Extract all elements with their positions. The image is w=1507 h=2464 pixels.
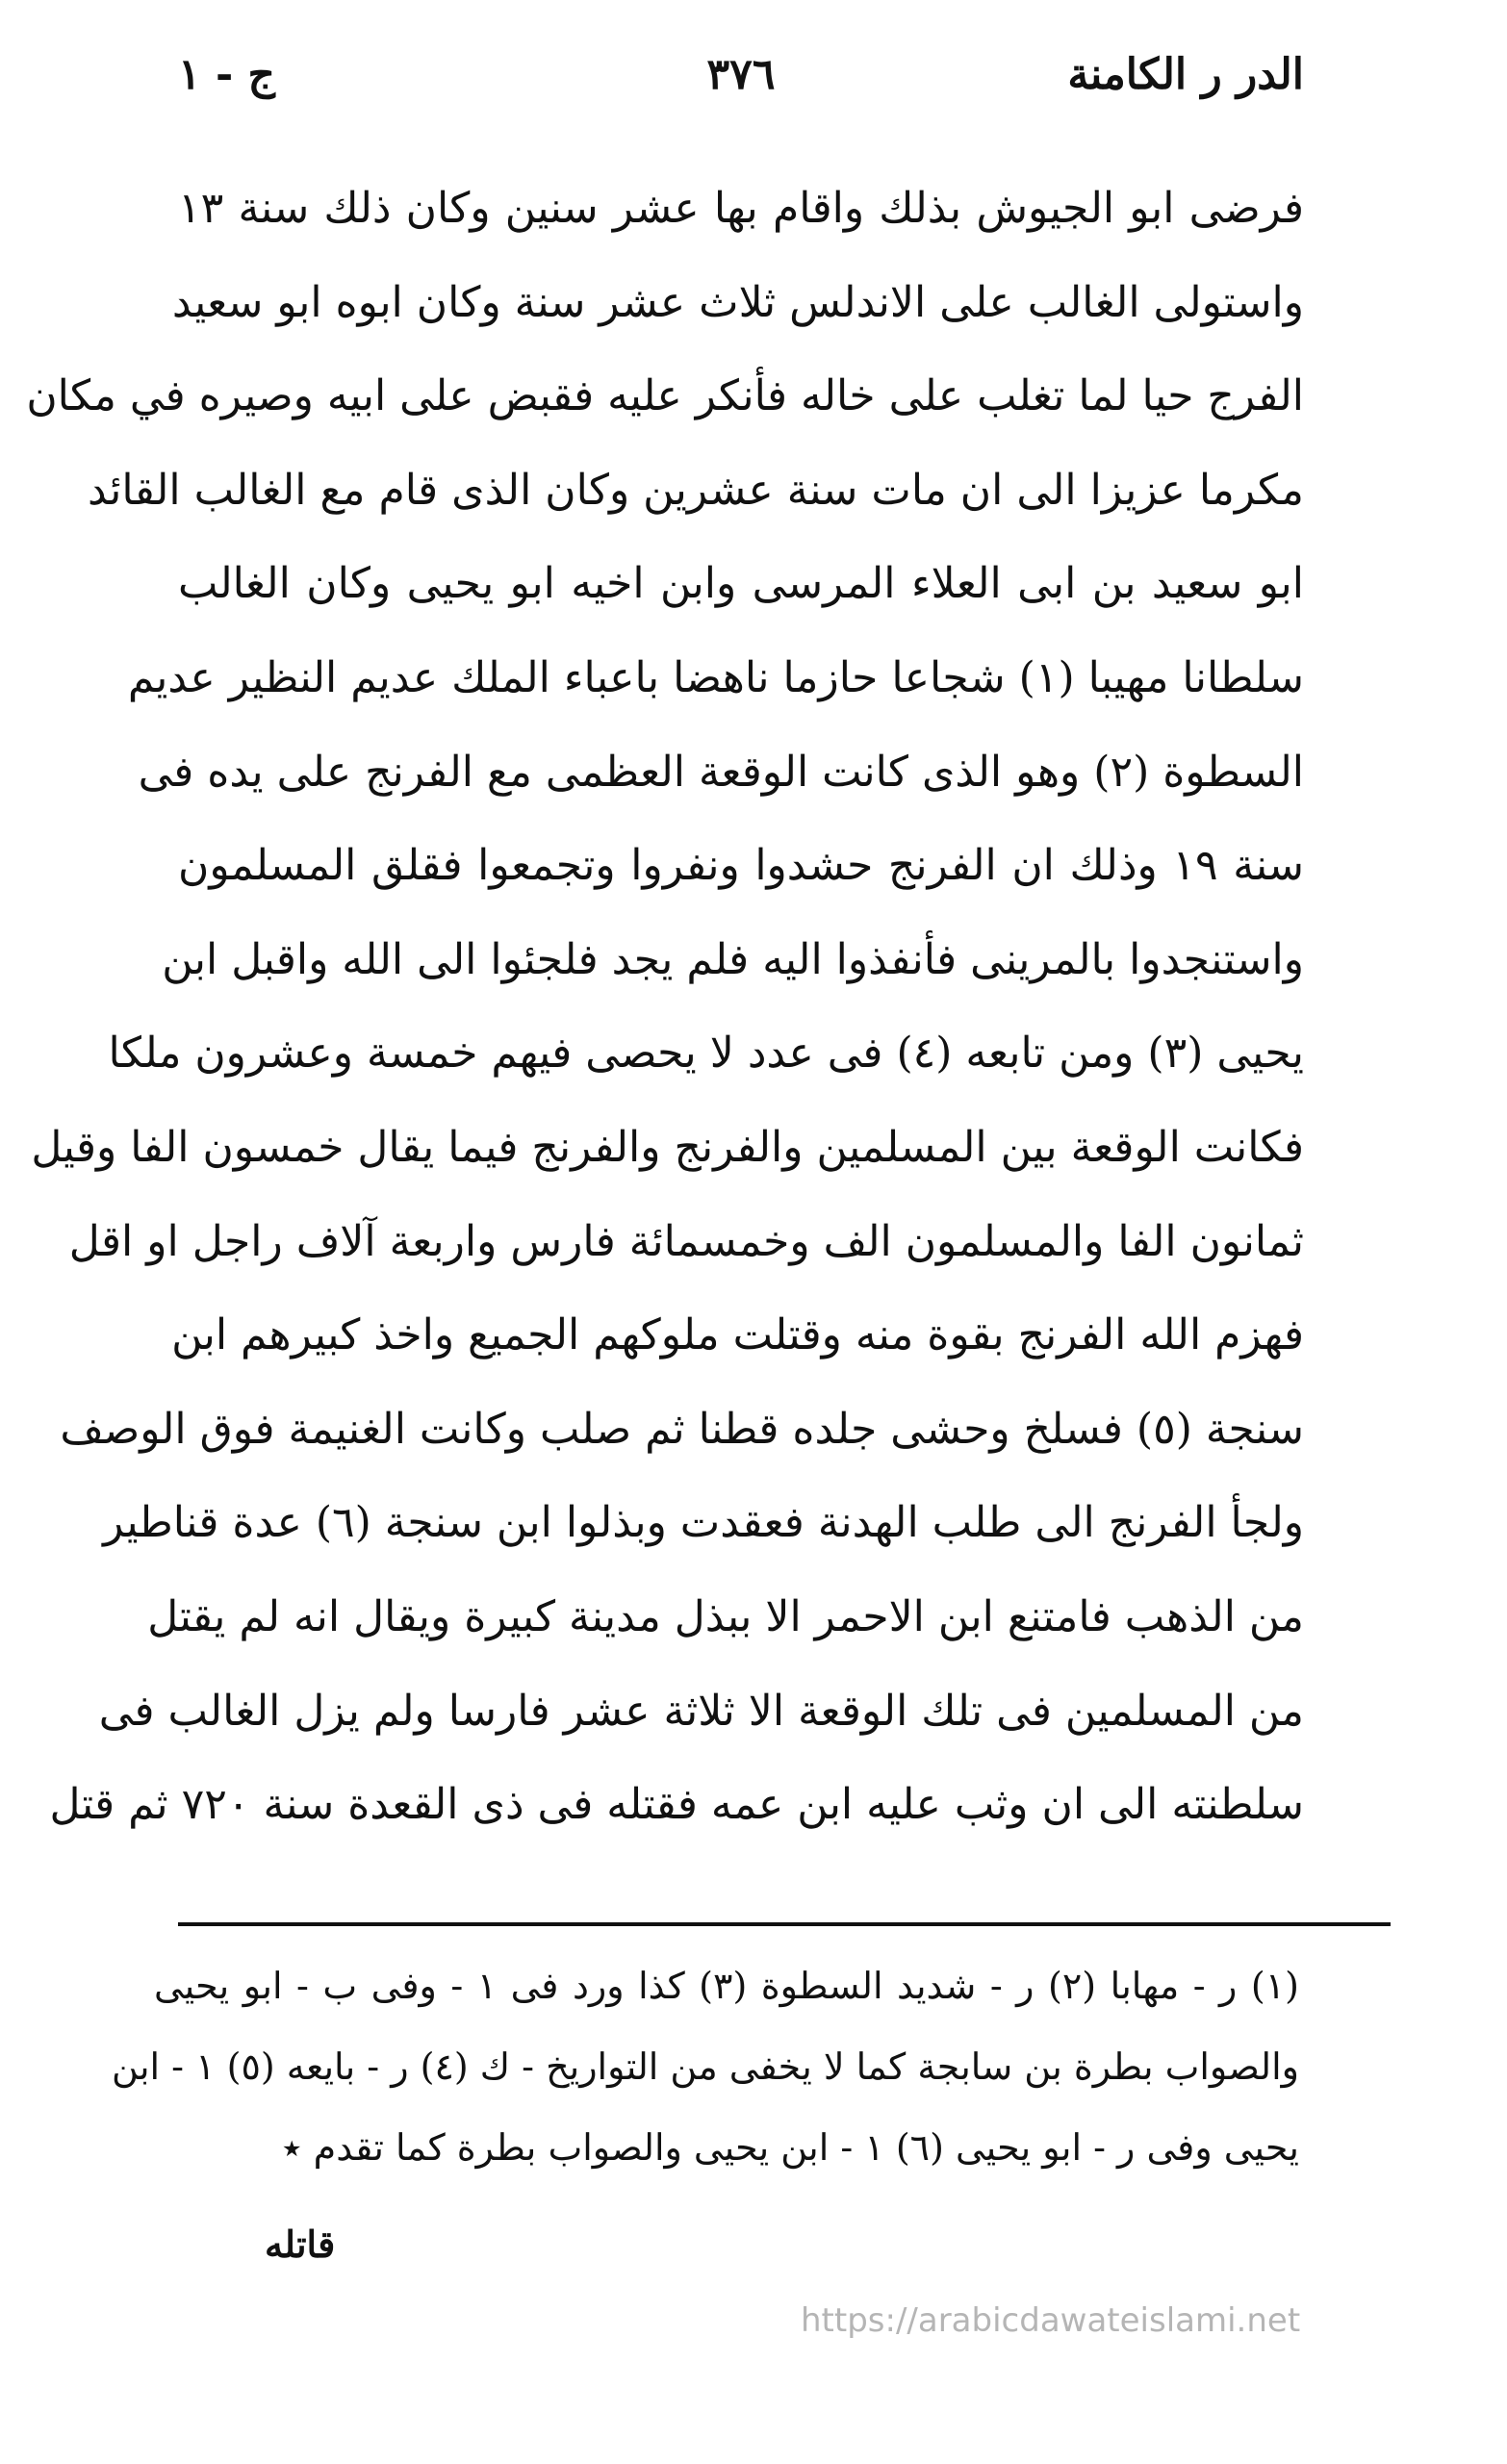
text-line: سنجة (٥) فسلخ وحشى جلده قطنا ثم صلب وكانت الغنيمة فوق الوصف	[60, 1404, 1304, 1454]
footnote-divider	[178, 1922, 1391, 1926]
running-title: الدر ر الكامنة	[1067, 50, 1304, 99]
text-line: يحيى (٣) ومن تابعه (٤) فى عدد لا يحصى فيهم خمسة وعشرون ملكا	[108, 1029, 1304, 1079]
main-text	[26, 162, 1304, 1852]
footnotes	[112, 1945, 1299, 2188]
text-line: ثمانون الفا والمسلمون الف وخمسمائة فارس واربعة آلاف راجل او اقل	[68, 1216, 1304, 1266]
text-line: ابو سعيد بن ابى العلاء المرسى وابن اخيه ابو يحيى وكان الغالب	[178, 559, 1304, 609]
watermark-url: https://arabicdawateislami.net	[801, 2301, 1301, 2340]
text-line: مكرما عزيزا الى ان مات سنة عشرين وكان الذى قام مع الغالب القائد	[88, 465, 1304, 515]
footnote-line: والصواب بطرة بن سابجة كما لا يخفى من التواريخ - ك (٤) ر - بايعه (٥) ١ - ابن	[112, 2045, 1299, 2088]
volume-label: ج - ١	[178, 50, 275, 99]
footnote-line: (١) ر - مهابا (٢) ر - شديد السطوة (٣) كذا ورد فى ١ - وفى ب - ابو يحيى	[154, 1965, 1299, 2007]
text-line: فهزم الله الفرنج بقوة منه وقتلت ملوكهم الجميع واخذ كبيرهم ابن	[171, 1310, 1304, 1360]
text-line: ولجأ الفرنج الى طلب الهدنة فعقدت وبذلوا ابن سنجة (٦) عدة قناطير	[103, 1498, 1304, 1548]
catchword: قاتله	[265, 2223, 336, 2266]
text-line: من الذهب فامتنع ابن الاحمر الا ببذل مدينة كبيرة ويقال انه لم يقتل	[147, 1591, 1304, 1641]
text-line: السطوة (٢) وهو الذى كانت الوقعة العظمى مع الفرنج على يده فى	[138, 747, 1304, 797]
page-number: ٣٧٦	[706, 50, 776, 99]
text-line: من المسلمين فى تلك الوقعة الا ثلاثة عشر فارسا ولم يزل الغالب فى	[98, 1686, 1304, 1736]
text-line: فرضى ابو الجيوش بذلك واقام بها عشر سنين وكان ذلك سنة ١٣	[178, 184, 1304, 233]
text-line: واستولى الغالب على الاندلس ثلاث عشر سنة وكان ابوه ابو سعيد	[171, 277, 1304, 327]
page-header	[178, 50, 1304, 127]
text-line: واستنجدوا بالمرينى فأنفذوا اليه فلم يجد فلجئوا الى الله واقبل ابن	[162, 934, 1304, 984]
text-line: سنة ١٩ وذلك ان الفرنج حشدوا ونفروا وتجمعوا فقلق المسلمون	[178, 841, 1304, 891]
text-line: سلطانا مهيبا (١) شجاعا حازما ناهضا باعباء الملك عديم النظير عديم	[127, 652, 1304, 702]
text-line: سلطنته الى ان وثب عليه ابن عمه فقتله فى ذى القعدة سنة ٧٢٠ ثم قتل	[49, 1780, 1304, 1830]
footnote-line: يحيى وفى ر - ابو يحيى (٦) ١ - ابن يحيى والصواب بطرة كما تقدم ٭	[281, 2126, 1299, 2169]
text-line: الفرج حيا لما تغلب على خاله فأنكر عليه فقبض على ابيه وصيره في مكان	[26, 371, 1304, 421]
text-line: فكانت الوقعة بين المسلمين والفرنج والفرنج فيما يقال خمسون الفا وقيل	[31, 1122, 1304, 1172]
